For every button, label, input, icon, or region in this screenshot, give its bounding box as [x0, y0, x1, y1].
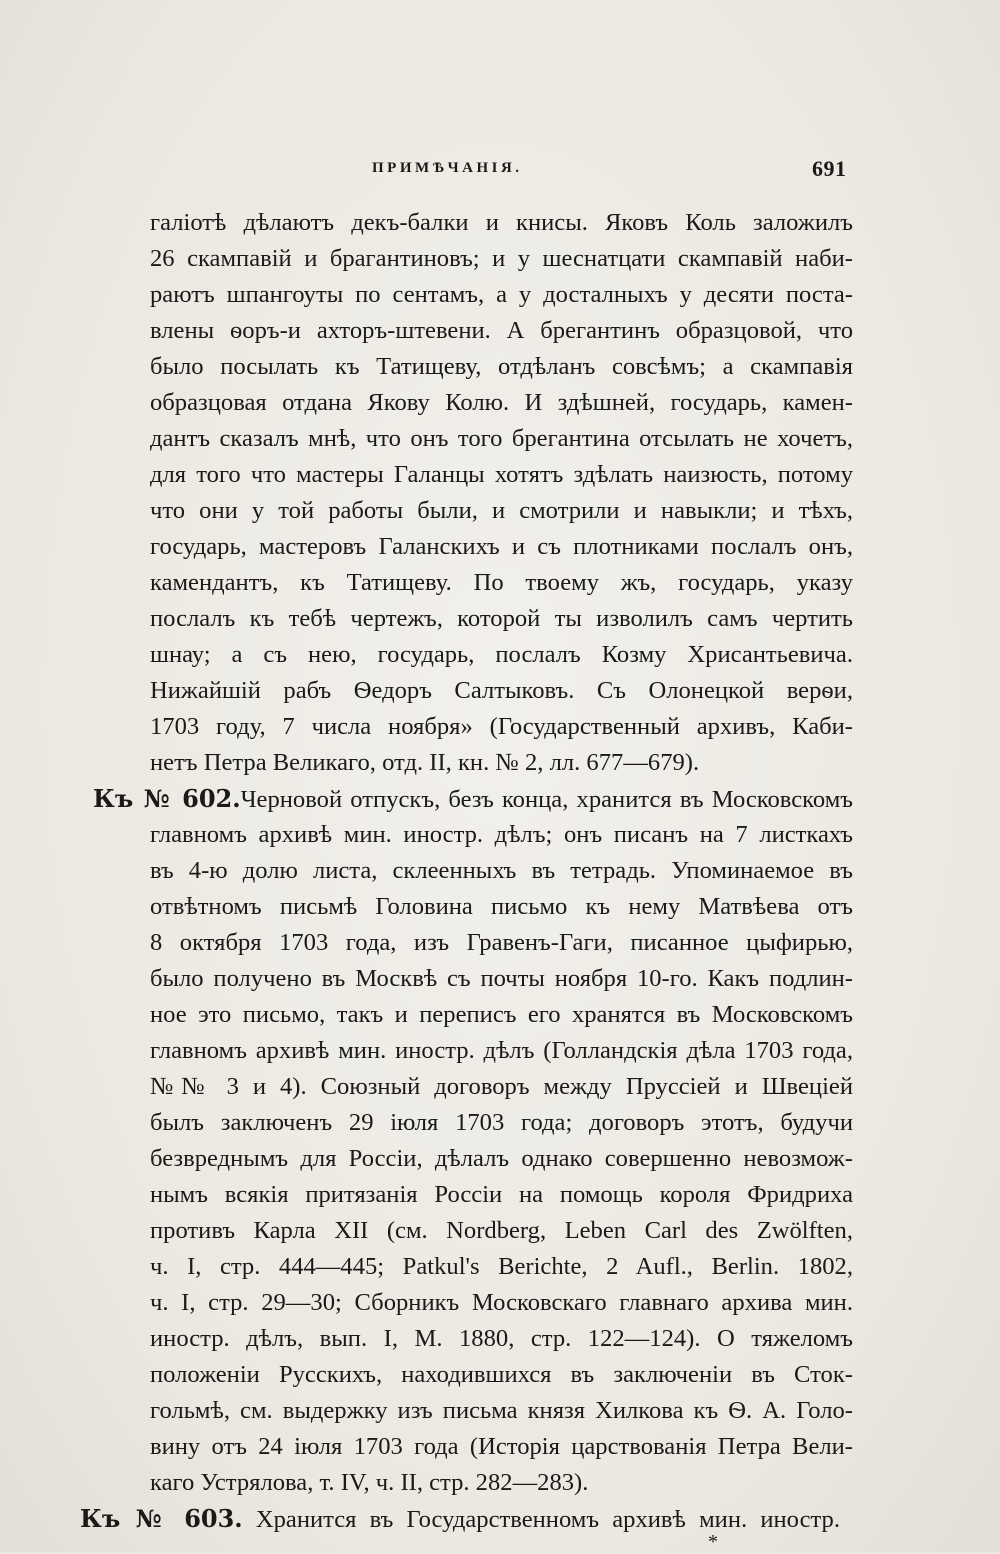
text-line: что они у той работы были, и смотрили и навыкли; и тѣхъ,: [150, 497, 853, 524]
text-line: шнау; а съ нею, государь, послалъ Козму Хрисантьевича.: [150, 641, 853, 668]
text-line: ч. I, стр. 444—445; Patkul's Berichte, 2 Aufl., Berlin. 1802,: [150, 1253, 853, 1280]
text-line: 26 скампавій и брагантиновъ; и у шеснатцати скампавій наби-: [150, 245, 853, 272]
text-line: раютъ шпангоуты по сентамъ, а у досталныхъ у десяти поста-: [150, 281, 853, 308]
text-line: для того что мастеры Галанцы хотятъ здѣлать наизюсть, потому: [150, 461, 853, 488]
text-line: главномъ архивѣ мин. иностр. дѣлъ; онъ писанъ на 7 листкахъ: [150, 821, 853, 848]
note-label: Къ № 602.: [93, 784, 241, 813]
running-head: ПРИМѢЧАНІЯ.: [372, 160, 523, 176]
text-line: камендантъ, къ Татищеву. По твоему жъ, государь, указу: [150, 569, 853, 596]
page-number: 691: [812, 156, 847, 181]
text-line: вину отъ 24 іюля 1703 года (Исторія царствованія Петра Вели-: [150, 1433, 853, 1460]
text-line: 8 октября 1703 года, изъ Гравенъ-Гаги, писанное цыфирью,: [150, 929, 853, 956]
note-label: Къ № 603.: [80, 1504, 243, 1533]
text-line: нетъ Петра Великаго, отд. II, кн. № 2, лл. 677—679).: [150, 749, 700, 776]
text-line: было получено въ Москвѣ съ почты ноября 10-го. Какъ подлин-: [150, 965, 853, 992]
note-602-first-text: Черновой отпускъ, безъ конца, хранится въ Московскомъ: [240, 786, 853, 813]
text-line: положеніи Русскихъ, находившихся въ заключеніи въ Сток-: [150, 1361, 853, 1388]
text-line: №№ 3 и 4). Союзный договоръ между Пруссіей и Швеціей: [150, 1073, 853, 1100]
text-line: Нижайшій рабъ Ѳедоръ Салтыковъ. Съ Олонецкой верѳи,: [150, 677, 853, 704]
text-line: противъ Карла XII (см. Nordberg, Leben Carl des Zwölften,: [150, 1217, 853, 1244]
text-line: безвреднымъ для Россіи, дѣлалъ однако совершенно невозмож-: [150, 1145, 853, 1172]
note-603-first-line: [80, 1505, 840, 1534]
text-line: послалъ къ тебѣ чертежъ, которой ты изволилъ самъ чертить: [150, 605, 853, 632]
text-line: государь, мастеровъ Галанскихъ и съ плотниками послалъ онъ,: [150, 533, 853, 560]
text-line: главномъ архивѣ мин. иностр. дѣлъ (Голландскія дѣла 1703 года,: [150, 1037, 853, 1064]
text-line: отвѣтномъ письмѣ Головина письмо къ нему Матвѣева отъ: [150, 893, 853, 920]
text-line: было посылать къ Татищеву, отдѣланъ совсѣмъ; а скампавія: [150, 353, 853, 380]
text-line: каго Устрялова, т. IV, ч. II, стр. 282—283).: [150, 1469, 589, 1496]
signature-mark: *: [708, 1531, 718, 1553]
text-line: 1703 году, 7 числа ноября» (Государственный архивъ, Каби-: [150, 713, 853, 740]
text-line: влены ѳоръ-и ахторъ-штевени. А брегантинъ образцовой, что: [150, 317, 853, 344]
text-line: ч. I, стр. 29—30; Сборникъ Московскаго главнаго архива мин.: [150, 1289, 853, 1316]
text-line: былъ заключенъ 29 іюля 1703 года; договоръ этотъ, будучи: [150, 1109, 853, 1136]
text-line: образцовая отдана Якову Колю. И здѣшней, государь, камен-: [150, 389, 853, 416]
text-line: нымъ всякія притязанія Россіи на помощь короля Фридриха: [150, 1181, 853, 1208]
note-603-first-text: Хранится въ Государственномъ архивѣ мин. иностр.: [255, 1506, 840, 1533]
text-line: дантъ сказалъ мнѣ, что онъ того брегантина отсылать не хочетъ,: [150, 425, 853, 452]
text-line: ное это письмо, такъ и переписъ его хранятся въ Московскомъ: [150, 1001, 853, 1028]
text-line: иностр. дѣлъ, вып. I, М. 1880, стр. 122—124). О тяжеломъ: [150, 1325, 853, 1352]
text-line: галіотѣ дѣлаютъ декъ-балки и книсы. Яковъ Коль заложилъ: [150, 209, 853, 236]
text-line: въ 4-ю долю листа, склеенныхъ въ тетрадь. Упоминаемое въ: [150, 857, 853, 884]
text-line: гольмѣ, см. выдержку изъ письма князя Хилкова къ Ѳ. А. Голо-: [150, 1397, 853, 1424]
note-602-first-line: [93, 785, 853, 814]
